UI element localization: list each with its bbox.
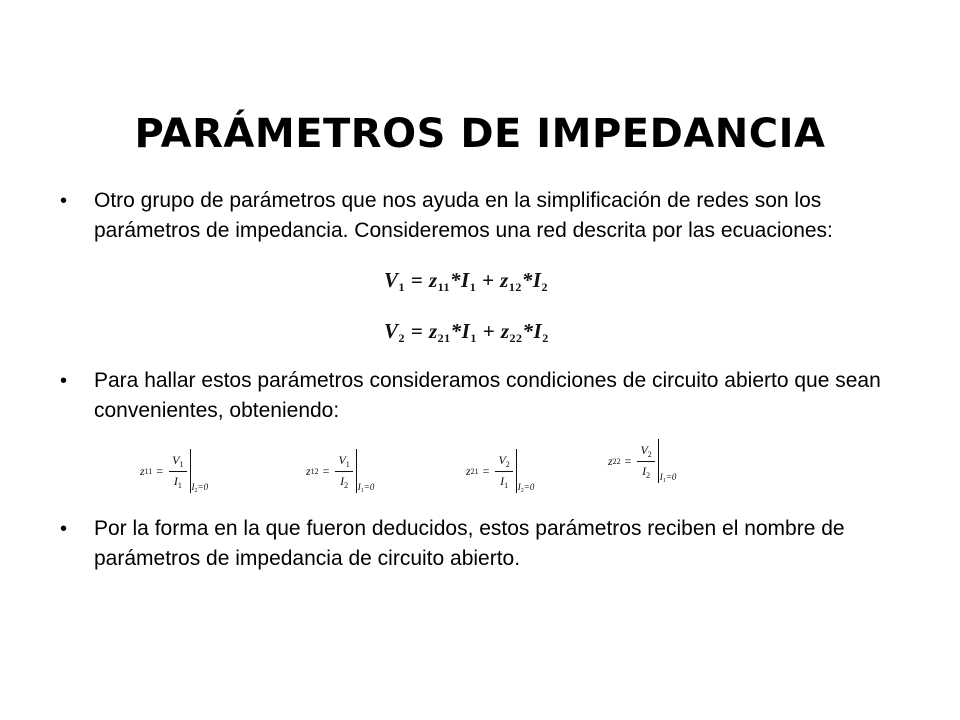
open-circuit-condition: $I_2=0$ [517,482,535,494]
fraction: $\frac{V_1}{I_1}$ [169,453,186,490]
parameter-z11: z 11 = $\frac{V_1}{I_1}$ $I_2=0$ [140,446,208,496]
fraction: $\frac{V_2}{I_2}$ [637,443,654,480]
equation-v1: $V_1 = z_{11}*I_1 + z_{12}*I_2$ [384,268,549,294]
evaluation-bar [190,449,191,493]
bullet-item-open-circuit [60,366,880,426]
bullet-text: Por la forma en la que fueron deducidos, estos parámetros reciben el nombre de parámetros de impedancia de circuito abierto. [94,517,845,570]
open-circuit-condition: $I_1=0$ [659,472,677,484]
bullet-text: Para hallar estos parámetros consideramos condiciones de circuito abierto que sean convenientes, obteniendo: [94,369,881,422]
open-circuit-condition: $I_1=0$ [357,482,375,494]
evaluation-bar [516,449,517,493]
bullet-item-conclusion [60,514,880,574]
bullet-marker: • [60,518,68,540]
open-circuit-condition: $I_2=0$ [191,482,209,494]
bullet-text: Otro grupo de parámetros que nos ayuda en la simplificación de redes son los parámetros de impedancia. Consideremos una red descrita por las ecuaciones: [94,189,833,242]
slide-title: PARÁMETROS DE IMPEDANCIA [134,111,826,157]
bullet-item-intro [60,186,880,276]
evaluation-bar [658,439,659,483]
bullet-marker: • [60,370,68,392]
bullet-marker: • [60,190,68,212]
parameter-z22: z 22 = $\frac{V_2}{I_2}$ $I_1=0$ [608,436,676,486]
fraction: $\frac{V_1}{I_2}$ [335,453,352,490]
parameter-z12: z 12 = $\frac{V_1}{I_2}$ $I_1=0$ [306,446,374,496]
evaluation-bar [356,449,357,493]
parameter-z21: z 21 = $\frac{V_2}{I_1}$ $I_2=0$ [466,446,534,496]
fraction: $\frac{V_2}{I_1}$ [495,453,512,490]
equation-v2: $V_2 = z_{21}*I_1 + z_{22}*I_2$ [384,319,549,345]
network-equations [384,268,554,350]
